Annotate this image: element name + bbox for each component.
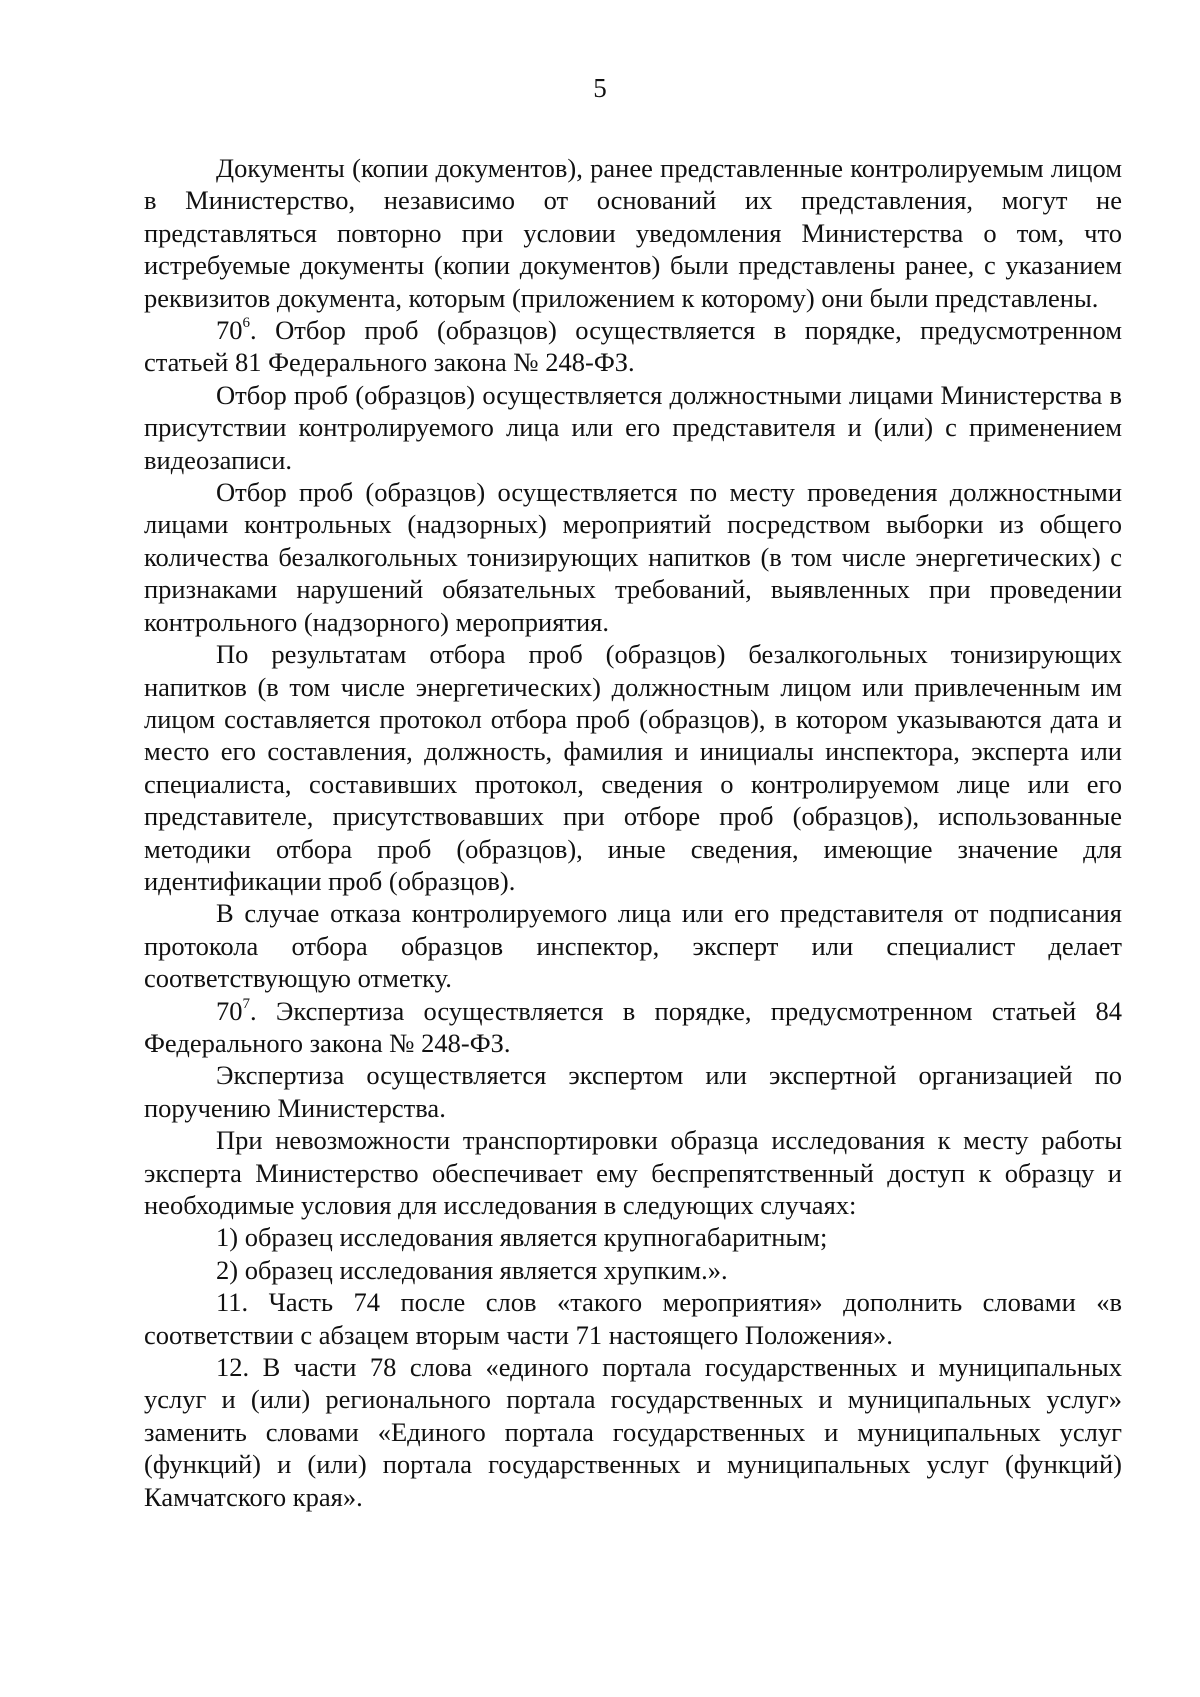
clause-text: . Экспертиза осуществляется в порядке, предусмотренном статьей 84 Федерального закона № 248-ФЗ. bbox=[144, 995, 1122, 1058]
page-number: 5 bbox=[593, 73, 607, 103]
clause-superscript: 6 bbox=[242, 315, 250, 332]
paragraph-item-11: 11. Часть 74 после слов «такого мероприятия» дополнить словами «в соответствии с абзацем вторым части 71 настоящего Положения». bbox=[144, 1287, 1122, 1350]
paragraph-documents-not-resubmitted: Документы (копии документов), ранее представленные контролируемым лицом в Министерство, независимо от оснований их представления, могут не представляться повторно при условии уведомления Министерства о том, что истребуемые документы (копии документов) были представлены ранее, с указанием реквизитов документа, которым (приложением к которому) они были представлены. bbox=[144, 153, 1122, 313]
list-item-bulky: 1) образец исследования является крупногабаритным; bbox=[216, 1222, 828, 1253]
paragraph-expertise-performer: Экспертиза осуществляется экспертом или экспертной организацией по поручению Министерства. bbox=[144, 1060, 1122, 1123]
clause-text: . Отбор проб (образцов) осуществляется в порядке, предусмотренном статьей 81 Федерального закона № 248-ФЗ. bbox=[144, 315, 1122, 378]
paragraph-sampling-location: Отбор проб (образцов) осуществляется по месту проведения должностными лицами контрольных (надзорных) мероприятий посредством выборки из общего количества безалкогольных тонизирующих напитков (в том числе энергетических) с признаками нарушений обязательных требований, выявленных при проведении контрольного (надзорного) мероприятия. bbox=[144, 477, 1122, 637]
document-body bbox=[144, 152, 1122, 1513]
clause-number: 70 bbox=[216, 995, 243, 1026]
paragraph-70-7-expertise bbox=[144, 995, 1122, 1060]
paragraph-sampling-protocol: По результатам отбора проб (образцов) безалкогольных тонизирующих напитков (в том числе энергетических) должностным лицом или привлеченным им лицом составляется протокол отбора проб (образцов), в котором указываются дата и место его составления, должность, фамилия и инициалы инспектора, эксперта или специалиста, составивших протокол, сведения о контролируемом лице или его представителе, присутствовавших при отборе проб (образцов), использованные методики отбора проб (образцов), иные сведения, имеющие значение для идентификации проб (образцов). bbox=[144, 639, 1122, 896]
clause-superscript: 7 bbox=[242, 995, 250, 1012]
paragraph-refusal-to-sign: В случае отказа контролируемого лица или его представителя от подписания протокола отбора образцов инспектор, эксперт или специалист делает соответствующую отметку. bbox=[144, 898, 1122, 994]
paragraph-item-12: 12. В части 78 слова «единого портала государственных и муниципальных услуг и (или) регионального портала государственных и муниципальных услуг» заменить словами «Единого портала государственных и муниципальных услуг (функций) и (или) портала государственных и муниципальных услуг (функций) Камчатского края». bbox=[144, 1352, 1122, 1512]
clause-number: 70 bbox=[216, 315, 243, 346]
paragraph-transport-impossible: При невозможности транспортировки образца исследования к месту работы эксперта Министерство обеспечивает ему беспрепятственный доступ к образцу и необходимые условия для исследования в следующих случаях: bbox=[144, 1125, 1122, 1220]
list-item-fragile: 2) образец исследования является хрупким.». bbox=[216, 1254, 728, 1285]
paragraph-sampling-officials: Отбор проб (образцов) осуществляется должностными лицами Министерства в присутствии контролируемого лица или его представителя и (или) с применением видеозаписи. bbox=[144, 379, 1122, 475]
paragraph-70-6-sampling bbox=[144, 314, 1122, 379]
